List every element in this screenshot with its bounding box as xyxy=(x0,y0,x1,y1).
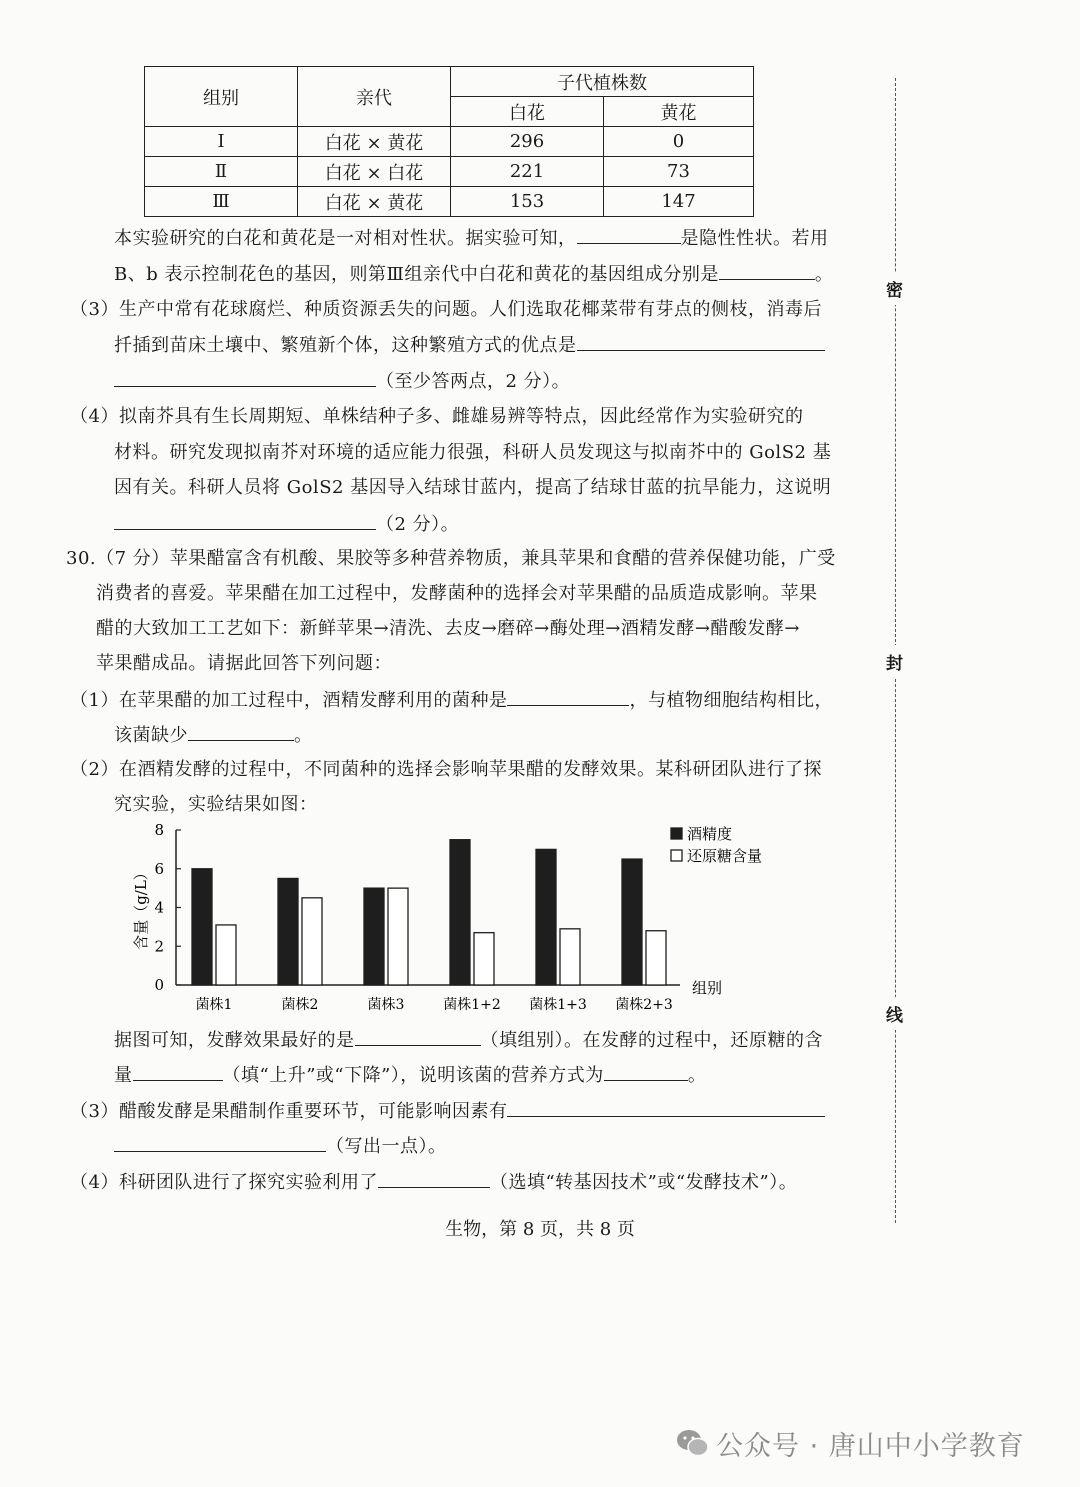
legend-label: 还原糖含量 xyxy=(687,847,763,865)
y-tick-label: 6 xyxy=(154,859,164,878)
question-3: （3）生产中常有花球腐烂、种质资源丢失的问题。人们选取花椰菜带有芽点的侧枝，消毒后 xyxy=(70,299,822,320)
bar-sugar xyxy=(302,898,322,985)
cell-group: Ⅱ xyxy=(145,157,298,187)
text-line xyxy=(114,722,313,749)
x-axis-label: 组别 xyxy=(692,979,723,997)
wechat-icon xyxy=(676,1428,710,1458)
bar-chart xyxy=(120,818,800,1022)
text-segment: （选填“转基因技术”或“发酵技术”）。 xyxy=(489,1172,798,1193)
bar-sugar xyxy=(560,929,580,985)
bar-alcohol xyxy=(450,840,470,985)
text-segment: 该菌缺少 xyxy=(114,725,188,746)
text-line xyxy=(114,332,825,359)
cell-yellow: 147 xyxy=(604,187,754,217)
text-line xyxy=(70,1098,825,1125)
x-tick-label: 菌株2+3 xyxy=(615,997,673,1013)
cell-group: Ⅰ xyxy=(145,127,298,157)
cell-white: 153 xyxy=(451,187,604,217)
cell-white: 296 xyxy=(451,127,604,157)
cell-parent: 白花 × 黄花 xyxy=(298,187,451,217)
text-segment: （2 分）。 xyxy=(376,514,460,535)
text-line: 材料。研究发现拟南芥对环境的适应能力很强，科研人员发现这与拟南芥中的 GolS2 基 xyxy=(114,442,832,463)
y-tick-label: 4 xyxy=(154,898,164,917)
y-tick-label: 2 xyxy=(154,937,164,956)
text-segment: （填“上升”或“下降”），说明该菌的营养方式为 xyxy=(222,1065,604,1086)
legend-swatch xyxy=(671,828,682,839)
text-line xyxy=(114,1027,823,1054)
answer-blank[interactable] xyxy=(378,1169,490,1188)
header-group: 组别 xyxy=(145,67,298,127)
binding-char-feng: 封 xyxy=(886,645,903,678)
header-parent: 亲代 xyxy=(298,67,451,127)
cell-group: Ⅲ xyxy=(145,187,298,217)
text-line: 因有关。科研人员将 GolS2 基因导入结球甘蓝内，提高了结球甘蓝的抗旱能力，这说明 xyxy=(114,477,832,498)
text-line xyxy=(114,1062,706,1089)
answer-blank[interactable] xyxy=(188,722,294,741)
bar-sugar xyxy=(388,888,408,985)
text-segment: 本实验研究的白花和黄花是一对相对性状。据实验可知， xyxy=(114,228,577,249)
bar-alcohol xyxy=(536,849,556,985)
text-line xyxy=(114,225,829,252)
results-table xyxy=(144,66,754,217)
answer-blank[interactable] xyxy=(133,1062,223,1081)
text-segment: 是隐性性状。若用 xyxy=(680,228,829,249)
answer-blank[interactable] xyxy=(604,1062,688,1081)
text-segment: （3）醋酸发酵是果醋制作重要环节，可能影响因素有 xyxy=(70,1101,508,1122)
x-tick-label: 菌株2 xyxy=(281,997,319,1013)
cell-parent: 白花 × 白花 xyxy=(298,157,451,187)
answer-blank[interactable] xyxy=(577,332,825,351)
bar-sugar xyxy=(474,933,494,985)
text-segment: 据图可知，发酵效果最好的是 xyxy=(114,1030,355,1051)
text-line xyxy=(70,687,833,714)
header-yellow: 黄花 xyxy=(604,97,754,127)
answer-blank[interactable] xyxy=(355,1027,481,1046)
x-tick-label: 菌株1+3 xyxy=(529,997,587,1013)
text-segment: 。 xyxy=(687,1065,707,1086)
text-segment: 。 xyxy=(814,264,834,285)
cell-parent: 白花 × 黄花 xyxy=(298,127,451,157)
text-segment: 扦插到苗床土壤中、繁殖新个体，这种繁殖方式的优点是 xyxy=(114,335,577,356)
text-line xyxy=(114,1133,447,1160)
text-line: 醋的大致加工工艺如下：新鲜苹果→清洗、去皮→磨碎→酶处理→酒精发酵→醋酸发酵→ xyxy=(96,618,800,639)
bar-alcohol xyxy=(192,869,212,985)
text-line: 苹果醋成品。请据此回答下列问题： xyxy=(96,653,392,674)
table-row xyxy=(145,157,754,187)
table-row xyxy=(145,127,754,157)
text-line: 消费者的喜爱。苹果醋在加工过程中，发酵菌种的选择会对苹果醋的品质造成影响。苹果 xyxy=(96,583,818,604)
text-segment: （写出一点）。 xyxy=(326,1136,447,1157)
answer-blank[interactable] xyxy=(114,1133,326,1152)
bar-alcohol xyxy=(622,859,642,985)
text-segment: （1）在苹果醋的加工过程中，酒精发酵利用的菌种是 xyxy=(70,690,508,711)
bar-alcohol xyxy=(278,878,298,985)
question-30: 30.（7 分）苹果醋富含有机酸、果胶等多种营养物质，兼具苹果和食醋的营养保健功能，广受 xyxy=(66,548,836,569)
answer-blank[interactable] xyxy=(507,1098,825,1117)
page-footer: 生物，第 8 页，共 8 页 xyxy=(445,1219,635,1240)
text-line xyxy=(70,1169,797,1196)
y-tick-label: 0 xyxy=(154,976,164,994)
bar-sugar xyxy=(646,931,666,985)
text-segment: （4）科研团队进行了探究实验利用了 xyxy=(70,1172,378,1193)
text-segment: 量 xyxy=(114,1065,133,1086)
legend-label: 酒精度 xyxy=(687,825,733,843)
header-offspring: 子代植株数 xyxy=(451,67,754,97)
text-segment: B、b 表示控制花色的基因，则第Ⅲ组亲代中白花和黄花的基因组成分别是 xyxy=(114,264,719,285)
text-segment: （填组别）。在发酵的过程中，还原糖的含 xyxy=(480,1030,823,1051)
header-white: 白花 xyxy=(451,97,604,127)
y-axis-label: 含量（g/L） xyxy=(132,865,150,950)
answer-blank[interactable] xyxy=(114,368,376,387)
cell-white: 221 xyxy=(451,157,604,187)
bar-sugar xyxy=(216,925,236,985)
text-segment: 。 xyxy=(294,725,313,746)
watermark: 公众号 · 唐山中小学教育 xyxy=(716,1431,1025,1462)
cell-yellow: 73 xyxy=(604,157,754,187)
text-segment: ，与植物细胞结构相比， xyxy=(629,690,833,711)
answer-blank[interactable] xyxy=(577,225,681,244)
answer-blank[interactable] xyxy=(114,511,376,530)
binding-char-xian: 线 xyxy=(886,997,903,1030)
binding-char-mi: 密 xyxy=(886,272,903,305)
y-tick-label: 8 xyxy=(154,821,164,839)
x-tick-label: 菌株1 xyxy=(195,997,233,1013)
table-row xyxy=(145,187,754,217)
x-tick-label: 菌株3 xyxy=(367,997,405,1013)
text-line xyxy=(114,261,833,288)
cell-yellow: 0 xyxy=(604,127,754,157)
x-tick-label: 菌株1+2 xyxy=(443,997,501,1013)
text-line xyxy=(114,511,459,538)
text-segment: （至少答两点，2 分）。 xyxy=(376,371,571,392)
legend-swatch xyxy=(671,850,682,861)
answer-blank[interactable] xyxy=(719,261,815,280)
text-line: 究实验，实验结果如图： xyxy=(114,794,318,815)
answer-blank[interactable] xyxy=(507,687,629,706)
text-line: （2）在酒精发酵的过程中，不同菌种的选择会影响苹果醋的发酵效果。某科研团队进行了探 xyxy=(70,759,822,780)
bar-alcohol xyxy=(364,888,384,985)
text-line xyxy=(114,368,570,395)
question-4: （4）拟南芥具有生长周期短、单株结种子多、雌雄易辨等特点，因此经常作为实验研究的 xyxy=(70,406,804,427)
